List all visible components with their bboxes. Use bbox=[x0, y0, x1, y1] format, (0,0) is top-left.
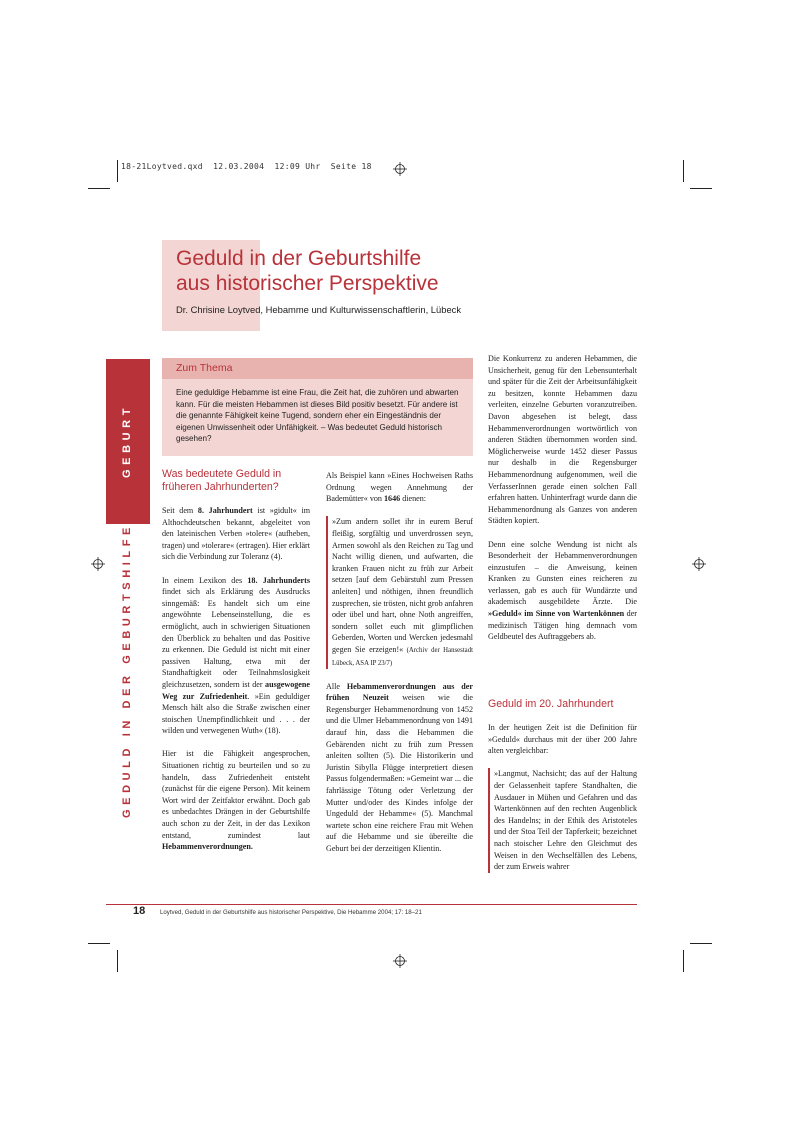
topic-box-header bbox=[162, 358, 473, 379]
paragraph bbox=[326, 470, 473, 505]
emphasis: Hebammenverordnungen. bbox=[162, 842, 253, 852]
crop-mark bbox=[690, 188, 712, 189]
page-number: 18 bbox=[133, 905, 146, 917]
title-line-1: Geduld in der Geburtshilfe bbox=[176, 247, 422, 270]
text-run: der medizinisch Tätigen hing demnach vom Geldbeutel des Auftraggebers ab. bbox=[488, 609, 637, 642]
section-heading: Was bedeutete Geduld in früheren Jahrhunderten? bbox=[162, 468, 282, 493]
emphasis: 1646 bbox=[384, 494, 401, 504]
crop-mark bbox=[117, 950, 118, 972]
registration-mark-left bbox=[91, 557, 105, 571]
text-run: Als Beispiel kann »Eines Hochweisen Raths Ordnung wegen Annehmung der Bademütter« von bbox=[326, 471, 473, 504]
crop-mark bbox=[683, 160, 684, 182]
author-line: Dr. Chrisine Loytved, Hebamme und Kulturwissenschaftlerin, Lübeck bbox=[176, 304, 462, 315]
emphasis: »Geduld« im Sinne von Wartenkönnen bbox=[488, 609, 625, 619]
registration-mark-right bbox=[692, 557, 706, 571]
text-run: Seit dem bbox=[162, 506, 198, 515]
text-run: weisen wie die Regensburger Hebammenordnung von 1452 und die Ulmer Hebammenordnung von 1491 darauf hin, dass die Hebammen die Gebärenden nicht zu früh zum Pressen anleiten sollten (5). Die Historikerin und Juristin Sibylla Flügge interpretiert diesen Passus folgendermaßen: »Gemeint war ... die fahrlässige Tötung oder Verletzung der Mutter und/oder des Kindes infolge der Ungeduld der Hebamme« (5). Manchmal wartete schon eine reichere Frau mit Wehen auf die Hebamme und sie übereilte die Geburt bei der derzeitigen Klientin. bbox=[326, 693, 473, 853]
emphasis: Hebammenverordnungen aus der frühen Neuzeit bbox=[326, 681, 473, 703]
paragraph bbox=[162, 575, 310, 737]
text-run: In einem Lexikon des bbox=[162, 575, 248, 585]
text-run: Denn eine solche Wendung ist nicht als Besonderheit der Hebammenverordnungen einzustufen – die Anweisung, keinen Kranken zu Gunsten eines reicheren zu verlassen, gab es auch für Wundärzte und akademisch ausgebildete Ärzte. Die bbox=[488, 539, 637, 607]
text-run: Alle bbox=[326, 681, 347, 691]
paragraph: In der heutigen Zeit ist die Definition für »Geduld« durchaus mit der über 200 Jahre alten vergleichbar: bbox=[488, 723, 637, 756]
crop-mark bbox=[690, 943, 712, 944]
text-run: ist »gidult« im Althochdeutschen bekannt, abgeleitet von den lateinischen Verben »tolere« (aufheben, tragen) und »tolerare« (ertragen). Hier erklärt sich die Verbindung zur Toleranz (4). bbox=[162, 506, 310, 562]
paragraph: Die Konkurrenz zu anderen Hebammen, die Unsicherheit, genug für den Lebensunterhalt und später für die Zeit der Arbeitsunfähigkeit zu besitzen, konnte Hebammen dazu verleiten, einzelne Geburten voranzutreiben. Davon abgesehen ist belegt, dass Hebammenverordnungen wortwörtlich von anderen Städten übernommen worden sind. Möglicherweise wurde 1452 dieser Passus nur deshalb in die Regensburger Hebammenordnung aufgenommen, weil die VerfasserInnen gerade einen solchen Fall erfahren hatten. Unhinterfragt wurde dann die Hebammenordnung als Ganzes von anderen Städten kopiert. bbox=[488, 354, 637, 526]
text-column-3-continued bbox=[488, 722, 637, 884]
emphasis: ausgewogene Weg zur Zufriedenheit bbox=[162, 679, 310, 701]
text-run: findet sich als Erklärung des Ausdrucks sinngemäß: Es handelt sich um eine angewöhnte Lebenseinstellung, die es ermöglicht, auch in schwierigen Situationen den Überblick zu behalten und das Positive zu erkennen. Die Geduld ist nicht mit einer passiven Haltung, etwa mit der Standhaftigkeit oder Teilnahmslosigkeit gleichzusetzen, sondern ist der bbox=[162, 587, 310, 689]
article-title bbox=[176, 246, 439, 296]
paragraph bbox=[162, 505, 310, 563]
registration-mark-bottom bbox=[393, 954, 407, 968]
text-run: . »Ein geduldiger Mensch hält also die Straße zwischen einer stoischen Unempfindlichkeit und . . . der wilden und verwegenen Wuth« (18). bbox=[162, 691, 310, 736]
text-column-2 bbox=[326, 470, 473, 866]
paragraph bbox=[326, 681, 473, 855]
text-column-3 bbox=[488, 353, 637, 654]
paragraph bbox=[162, 748, 310, 852]
crop-mark bbox=[683, 950, 684, 972]
emphasis: 18. Jahrhunderts bbox=[247, 575, 310, 585]
topic-box-text: Eine geduldige Hebamme ist eine Frau, die Zeit hat, die zuhören und abwarten kann. Für die meisten Hebammen ist dieses Bild positiv besetzt. Für andere ist die genannte Fähigkeit keine Tugend, sondern eher ein Eingeständnis der eigenen Unwissenheit oder Unfähigkeit. – Was bedeutet Geduld historisch gesehen? bbox=[176, 388, 459, 443]
topic-box bbox=[162, 358, 473, 456]
block-quote bbox=[326, 516, 473, 669]
text-run: dienen: bbox=[400, 494, 427, 504]
section-heading: Geduld im 20. Jahrhundert bbox=[488, 698, 614, 710]
quote-text: »Zum andern sollet ihr in eurem Beruf fleißig, sorgfältig und unverdrossen seyn, Armen sowohl als den Reichen zu Tag und Nacht willig dienen, und aufwarten, die kranken Frauen nicht zu früh zur Arbeit setzen [auf dem Gebärstuhl zum Pressen anleiten] und nöthigen, ihnen freundlich zusprechen, sie trösten, nicht grob anfahren oder übel und hart, ohne Noth angreiffen, sondern sollet euch mit glimpflichen Geberden, Worten und Wercken jedesmahl gegen Sie erzeigen!« bbox=[332, 517, 473, 654]
printer-slug: 18-21Loytved.qxd 12.03.2004 12:09 Uhr Seite 18 bbox=[121, 162, 372, 171]
section-label: GEBURT bbox=[121, 403, 133, 478]
paragraph bbox=[488, 539, 637, 643]
footer-rule bbox=[106, 904, 637, 905]
quote-source: (Archiv der Hansestadt Lübeck, ASA IP 23/7) bbox=[332, 646, 473, 667]
topic-box-title: Zum Thema bbox=[176, 362, 233, 374]
text-column-1 bbox=[162, 505, 310, 864]
crop-mark bbox=[117, 160, 118, 182]
block-quote: »Langmut, Nachsicht; das auf der Haltung der Gelassenheit tapfere Standhalten, die Ausdauer in Mühen und Gefahren und das Wartenkönnen auf den rechten Augenblick des Handelns; in der Ethik des Aristoteles und der Stoa Teil der Tapferkeit; bezeichnet nach stoischer Lehre den Gleichmut des Weisen in den Wechselfällen des Lebens, der zum Erweis wahrer bbox=[488, 768, 637, 872]
crop-mark bbox=[88, 943, 110, 944]
emphasis: 8. Jahrhundert bbox=[197, 506, 253, 515]
text-run: Hier ist die Fähigkeit angesprochen, Situationen richtig zu beurteilen und so zu handeln, dass Zufriedenheit entsteht (zunächst für die eigene Person). Mit keinem Wort wird der Zeitfaktor erwähnt. Doch gab es unbedachtes Drängen in der Geburtshilfe auch schon zu der Zeit, in der das Lexikon entstand, zumindest laut bbox=[162, 749, 310, 840]
crop-mark bbox=[88, 188, 110, 189]
title-line-2: aus historischer Perspektive bbox=[176, 272, 439, 295]
registration-mark-top bbox=[393, 162, 407, 176]
footer-citation: Loytved, Geduld in der Geburtshilfe aus historischer Perspektive, Die Hebamme 2004; 17: 18–21 bbox=[160, 909, 422, 916]
article-running-label: GEDULD IN DER GEBURTSHILFE bbox=[121, 523, 133, 818]
